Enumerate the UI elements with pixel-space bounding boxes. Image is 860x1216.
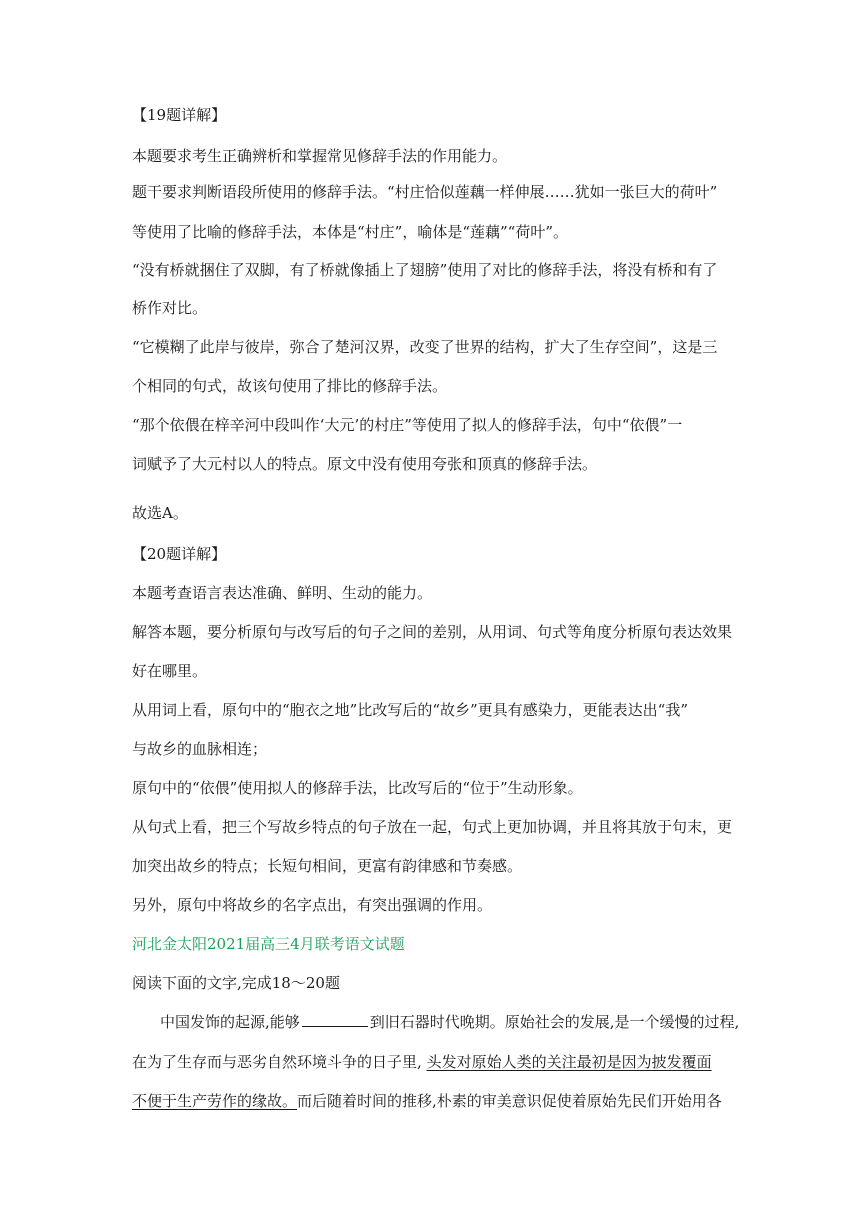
q20-line-6: 原句中的“依偎”使用拟人的修辞手法，比改写后的“位于”生动形象。 xyxy=(132,779,583,797)
passage-line-2 xyxy=(132,1052,732,1072)
q20-line-2: 解答本题，要分析原句与改写后的句子之间的差别，从用词、句式等角度分析原句表达效果 xyxy=(132,623,733,641)
passage-line-3 xyxy=(132,1091,732,1111)
passage-line-1 xyxy=(160,1012,760,1032)
q20-line-8: 加突出故乡的特点；长短句相间，更富有韵律感和节奏感。 xyxy=(132,857,523,875)
q20-line-7: 从句式上看，把三个写故乡特点的句子放在一起，句式上更加协调，并且将其放于句末，更 xyxy=(132,818,733,836)
underlined-sentence-end: 不便于生产劳作的缘故。 xyxy=(132,1092,298,1110)
q19-line-9: 词赋予了大元村以人的特点。原文中没有使用夸张和顶真的修辞手法。 xyxy=(132,455,598,473)
answer-blank xyxy=(302,1012,368,1027)
passage-text: 而后随着时间的推移,朴素的审美意识促使着原始先民们开始用各 xyxy=(297,1092,722,1110)
q19-line-4: “没有桥就捆住了双脚，有了桥就像插上了翅膀”使用了对比的修辞手法，将没有桥和有了 xyxy=(132,261,718,279)
q19-line-8: “那个依偎在梓辛河中段叫作‘大元’的村庄”等使用了拟人的修辞手法，句中“依偎”一 xyxy=(132,416,683,434)
q20-line-5: 与故乡的血脉相连； xyxy=(132,740,268,758)
q19-line-7: 个相同的句式，故该句使用了排比的修辞手法。 xyxy=(132,377,448,395)
q19-line-2: 题干要求判断语段所使用的修辞手法。“村庄恰似莲藕一样伸展……犹如一张巨大的荷叶” xyxy=(132,183,718,201)
q19-line-3: 等使用了比喻的修辞手法，本体是“村庄”，喻体是“莲藕”“荷叶”。 xyxy=(132,223,569,241)
q20-line-9: 另外，原句中将故乡的名字点出，有突出强调的作用。 xyxy=(132,896,493,914)
passage-text: 中国发饰的起源,能够 xyxy=(160,1013,300,1031)
reading-instruction: 阅读下面的文字,完成18～20题 xyxy=(132,974,340,992)
q20-line-3: 好在哪里。 xyxy=(132,662,208,680)
q19-line-6: “它模糊了此岸与彼岸，弥合了楚河汉界，改变了世界的结构，扩大了生存空间”，这是三 xyxy=(132,338,718,356)
q19-answer: 故选A。 xyxy=(132,504,188,522)
source-title: 河北金太阳2021届高三4月联考语文试题 xyxy=(132,935,405,953)
passage-text: 到旧石器时代晚期。原始社会的发展,是一个缓慢的过程, xyxy=(369,1013,740,1031)
q20-heading: 【20题详解】 xyxy=(132,545,227,563)
q20-line-4: 从用词上看，原句中的“胞衣之地”比改写后的“故乡”更具有感染力，更能表达出“我” xyxy=(132,701,689,719)
q19-line-1: 本题要求考生正确辨析和掌握常见修辞手法的作用能力。 xyxy=(132,147,508,165)
q19-heading: 【19题详解】 xyxy=(132,106,227,124)
q19-line-5: 桥作对比。 xyxy=(132,299,208,317)
passage-text: 在为了生存而与恶劣自然环境斗争的日子里, xyxy=(132,1053,422,1071)
q20-line-1: 本题考查语言表达准确、鲜明、生动的能力。 xyxy=(132,584,433,602)
underlined-sentence: 头发对原始人类的关注最初是因为披发覆面 xyxy=(426,1053,712,1071)
